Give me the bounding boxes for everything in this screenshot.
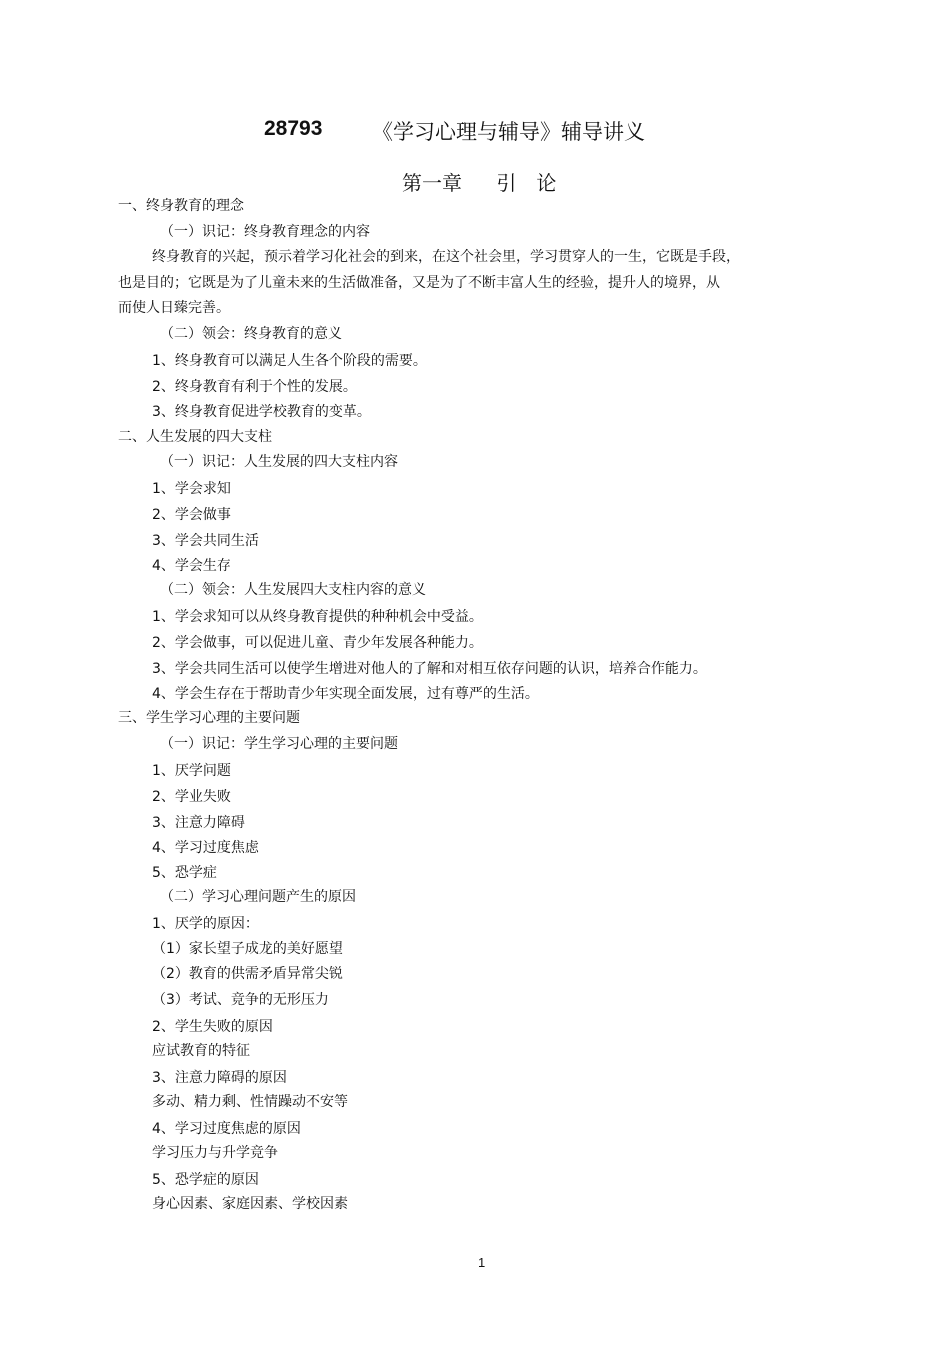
list-item: 1、厌学的原因：	[152, 916, 259, 932]
list-item: 1、终身教育可以满足人生各个阶段的需要。	[152, 353, 427, 369]
list-item-detail: 多动、精力剩、性情躁动不安等	[152, 1094, 348, 1110]
list-item: 3、注意力障碍的原因	[152, 1070, 287, 1086]
list-item: 5、恐学症	[152, 865, 217, 881]
subsection-heading: （二）领会：终身教育的意义	[160, 326, 342, 342]
list-item-detail: 学习压力与升学竞争	[152, 1145, 278, 1161]
list-item: 3、学会共同生活可以使学生增进对他人的了解和对相互依存问题的认识，培养合作能力。	[152, 661, 707, 677]
list-item: 3、终身教育促进学校教育的变革。	[152, 404, 371, 420]
list-item: 1、学会求知可以从终身教育提供的种种机会中受益。	[152, 609, 483, 625]
list-item: 4、学会生存在于帮助青少年实现全面发展，过有尊严的生活。	[152, 686, 539, 702]
list-item: 2、学会做事，可以促进儿童、青少年发展各种能力。	[152, 635, 483, 651]
section-heading: 一、终身教育的理念	[118, 198, 244, 214]
list-item: 2、终身教育有利于个性的发展。	[152, 379, 357, 395]
sub-list-item: （1）家长望子成龙的美好愿望	[152, 941, 343, 957]
sub-list-item: （2）教育的供需矛盾异常尖锐	[152, 966, 343, 982]
section-heading: 二、人生发展的四大支柱	[118, 429, 272, 445]
subsection-heading: （一）识记：终身教育理念的内容	[160, 224, 370, 240]
list-item: 4、学会生存	[152, 558, 231, 574]
list-item: 5、恐学症的原因	[152, 1172, 259, 1188]
list-item-detail: 应试教育的特征	[152, 1043, 250, 1059]
list-item: 3、注意力障碍	[152, 815, 245, 831]
sub-list-item: （3）考试、竞争的无形压力	[152, 992, 329, 1008]
list-item: 4、学习过度焦虑的原因	[152, 1121, 301, 1137]
subsection-heading: （二）领会：人生发展四大支柱内容的意义	[160, 582, 426, 598]
list-item: 2、学业失败	[152, 789, 231, 805]
subsection-heading: （一）识记：学生学习心理的主要问题	[160, 736, 398, 752]
list-item: 2、学会做事	[152, 507, 231, 523]
document-title: 《学习心理与辅导》辅导讲义	[372, 120, 645, 144]
list-item: 1、厌学问题	[152, 763, 231, 779]
paragraph-line: 而使人日臻完善。	[118, 300, 230, 316]
list-item: 3、学会共同生活	[152, 533, 259, 549]
section-heading: 三、学生学习心理的主要问题	[118, 710, 300, 726]
subsection-heading: （一）识记：人生发展的四大支柱内容	[160, 454, 398, 470]
paragraph-line: 终身教育的兴起，预示着学习化社会的到来，在这个社会里，学习贯穿人的一生，它既是手段，	[152, 249, 740, 265]
subsection-heading: （二）学习心理问题产生的原因	[160, 889, 356, 905]
list-item: 4、学习过度焦虑	[152, 840, 259, 856]
chapter-heading: 第一章 引 论	[402, 171, 557, 195]
page-number: 1	[478, 1255, 486, 1270]
list-item-detail: 身心因素、家庭因素、学校因素	[152, 1196, 348, 1212]
list-item: 2、学生失败的原因	[152, 1019, 273, 1035]
list-item: 1、学会求知	[152, 481, 231, 497]
paragraph-line: 也是目的；它既是为了儿童未来的生活做准备，又是为了不断丰富人生的经验，提升人的境界，从	[118, 275, 720, 291]
document-code: 28793	[264, 117, 323, 140]
